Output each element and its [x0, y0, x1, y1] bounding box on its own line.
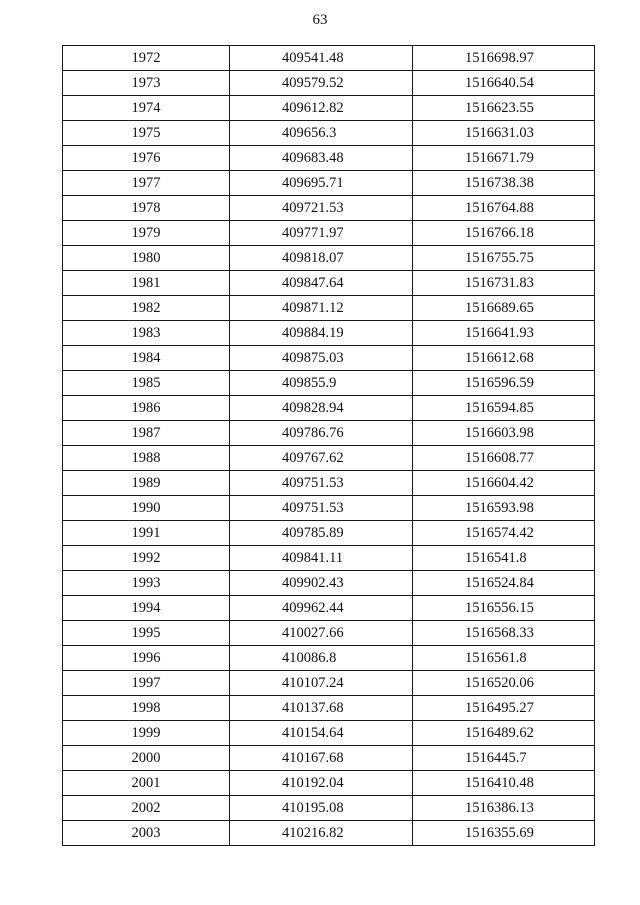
table-row: [63, 396, 595, 421]
x-coordinate-cell: 409855.9: [230, 371, 413, 396]
point-number-cell: 1988: [63, 446, 230, 471]
point-number-cell: 1976: [63, 146, 230, 171]
x-coordinate-cell: 410137.68: [230, 696, 413, 721]
point-number-cell: 1973: [63, 71, 230, 96]
table-row: [63, 371, 595, 396]
table-row: [63, 671, 595, 696]
table-row: [63, 821, 595, 846]
y-coordinate-cell: 1516594.85: [413, 396, 595, 421]
table-row: [63, 571, 595, 596]
y-coordinate-cell: 1516561.8: [413, 646, 595, 671]
y-coordinate-cell: 1516355.69: [413, 821, 595, 846]
y-coordinate-cell: 1516445.7: [413, 746, 595, 771]
x-coordinate-cell: 409785.89: [230, 521, 413, 546]
point-number-cell: 1982: [63, 296, 230, 321]
y-coordinate-cell: 1516738.38: [413, 171, 595, 196]
point-number-cell: 1986: [63, 396, 230, 421]
x-coordinate-cell: 409875.03: [230, 346, 413, 371]
table-row: [63, 746, 595, 771]
point-number-cell: 1972: [63, 46, 230, 71]
x-coordinate-cell: 409847.64: [230, 271, 413, 296]
x-coordinate-cell: 409721.53: [230, 196, 413, 221]
table-row: [63, 171, 595, 196]
x-coordinate-cell: 409612.82: [230, 96, 413, 121]
y-coordinate-cell: 1516731.83: [413, 271, 595, 296]
y-coordinate-cell: 1516593.98: [413, 496, 595, 521]
x-coordinate-cell: 410195.08: [230, 796, 413, 821]
y-coordinate-cell: 1516766.18: [413, 221, 595, 246]
table-row: [63, 71, 595, 96]
y-coordinate-cell: 1516596.59: [413, 371, 595, 396]
y-coordinate-cell: 1516603.98: [413, 421, 595, 446]
table-row: [63, 646, 595, 671]
point-number-cell: 1974: [63, 96, 230, 121]
point-number-cell: 2003: [63, 821, 230, 846]
table-row: [63, 196, 595, 221]
point-number-cell: 1983: [63, 321, 230, 346]
y-coordinate-cell: 1516604.42: [413, 471, 595, 496]
x-coordinate-cell: 409871.12: [230, 296, 413, 321]
point-number-cell: 1980: [63, 246, 230, 271]
point-number-cell: 1993: [63, 571, 230, 596]
table-row: [63, 296, 595, 321]
x-coordinate-cell: 409751.53: [230, 496, 413, 521]
y-coordinate-cell: 1516623.55: [413, 96, 595, 121]
y-coordinate-cell: 1516631.03: [413, 121, 595, 146]
x-coordinate-cell: 410167.68: [230, 746, 413, 771]
table-row: [63, 471, 595, 496]
point-number-cell: 1997: [63, 671, 230, 696]
x-coordinate-cell: 410154.64: [230, 721, 413, 746]
point-number-cell: 1990: [63, 496, 230, 521]
point-number-cell: 1999: [63, 721, 230, 746]
table-row: [63, 521, 595, 546]
table-row: [63, 321, 595, 346]
y-coordinate-cell: 1516386.13: [413, 796, 595, 821]
y-coordinate-cell: 1516689.65: [413, 296, 595, 321]
y-coordinate-cell: 1516489.62: [413, 721, 595, 746]
point-number-cell: 1995: [63, 621, 230, 646]
table-row: [63, 96, 595, 121]
table-row: [63, 46, 595, 71]
x-coordinate-cell: 410027.66: [230, 621, 413, 646]
y-coordinate-cell: 1516764.88: [413, 196, 595, 221]
point-number-cell: 1996: [63, 646, 230, 671]
y-coordinate-cell: 1516612.68: [413, 346, 595, 371]
table-row: [63, 721, 595, 746]
x-coordinate-cell: 409695.71: [230, 171, 413, 196]
point-number-cell: 1977: [63, 171, 230, 196]
table-row: [63, 596, 595, 621]
coordinates-table-container: [62, 45, 594, 846]
x-coordinate-cell: 410107.24: [230, 671, 413, 696]
point-number-cell: 1981: [63, 271, 230, 296]
x-coordinate-cell: 409771.97: [230, 221, 413, 246]
y-coordinate-cell: 1516640.54: [413, 71, 595, 96]
table-row: [63, 121, 595, 146]
y-coordinate-cell: 1516520.06: [413, 671, 595, 696]
y-coordinate-cell: 1516755.75: [413, 246, 595, 271]
x-coordinate-cell: 409828.94: [230, 396, 413, 421]
x-coordinate-cell: 409818.07: [230, 246, 413, 271]
y-coordinate-cell: 1516641.93: [413, 321, 595, 346]
coordinates-table: [62, 45, 595, 846]
coordinates-table-body: [63, 46, 595, 846]
y-coordinate-cell: 1516698.97: [413, 46, 595, 71]
x-coordinate-cell: 410192.04: [230, 771, 413, 796]
x-coordinate-cell: 409767.62: [230, 446, 413, 471]
page-number: 63: [312, 12, 328, 28]
table-row: [63, 271, 595, 296]
x-coordinate-cell: 409786.76: [230, 421, 413, 446]
y-coordinate-cell: 1516556.15: [413, 596, 595, 621]
y-coordinate-cell: 1516410.48: [413, 771, 595, 796]
y-coordinate-cell: 1516608.77: [413, 446, 595, 471]
table-row: [63, 246, 595, 271]
table-row: [63, 796, 595, 821]
point-number-cell: 2001: [63, 771, 230, 796]
point-number-cell: 1985: [63, 371, 230, 396]
table-row: [63, 446, 595, 471]
table-row: [63, 696, 595, 721]
y-coordinate-cell: 1516524.84: [413, 571, 595, 596]
x-coordinate-cell: 409962.44: [230, 596, 413, 621]
point-number-cell: 1991: [63, 521, 230, 546]
table-row: [63, 546, 595, 571]
table-row: [63, 146, 595, 171]
x-coordinate-cell: 409683.48: [230, 146, 413, 171]
table-row: [63, 496, 595, 521]
y-coordinate-cell: 1516671.79: [413, 146, 595, 171]
table-row: [63, 771, 595, 796]
table-row: [63, 421, 595, 446]
x-coordinate-cell: 409579.52: [230, 71, 413, 96]
y-coordinate-cell: 1516495.27: [413, 696, 595, 721]
table-row: [63, 621, 595, 646]
point-number-cell: 1998: [63, 696, 230, 721]
y-coordinate-cell: 1516541.8: [413, 546, 595, 571]
x-coordinate-cell: 409751.53: [230, 471, 413, 496]
x-coordinate-cell: 409541.48: [230, 46, 413, 71]
point-number-cell: 1979: [63, 221, 230, 246]
x-coordinate-cell: 409902.43: [230, 571, 413, 596]
point-number-cell: 1984: [63, 346, 230, 371]
point-number-cell: 1992: [63, 546, 230, 571]
x-coordinate-cell: 410086.8: [230, 646, 413, 671]
table-row: [63, 346, 595, 371]
x-coordinate-cell: 409841.11: [230, 546, 413, 571]
point-number-cell: 1975: [63, 121, 230, 146]
x-coordinate-cell: 409656.3: [230, 121, 413, 146]
x-coordinate-cell: 410216.82: [230, 821, 413, 846]
point-number-cell: 2000: [63, 746, 230, 771]
point-number-cell: 1989: [63, 471, 230, 496]
point-number-cell: 1994: [63, 596, 230, 621]
table-row: [63, 221, 595, 246]
x-coordinate-cell: 409884.19: [230, 321, 413, 346]
y-coordinate-cell: 1516574.42: [413, 521, 595, 546]
point-number-cell: 1987: [63, 421, 230, 446]
point-number-cell: 2002: [63, 796, 230, 821]
y-coordinate-cell: 1516568.33: [413, 621, 595, 646]
point-number-cell: 1978: [63, 196, 230, 221]
